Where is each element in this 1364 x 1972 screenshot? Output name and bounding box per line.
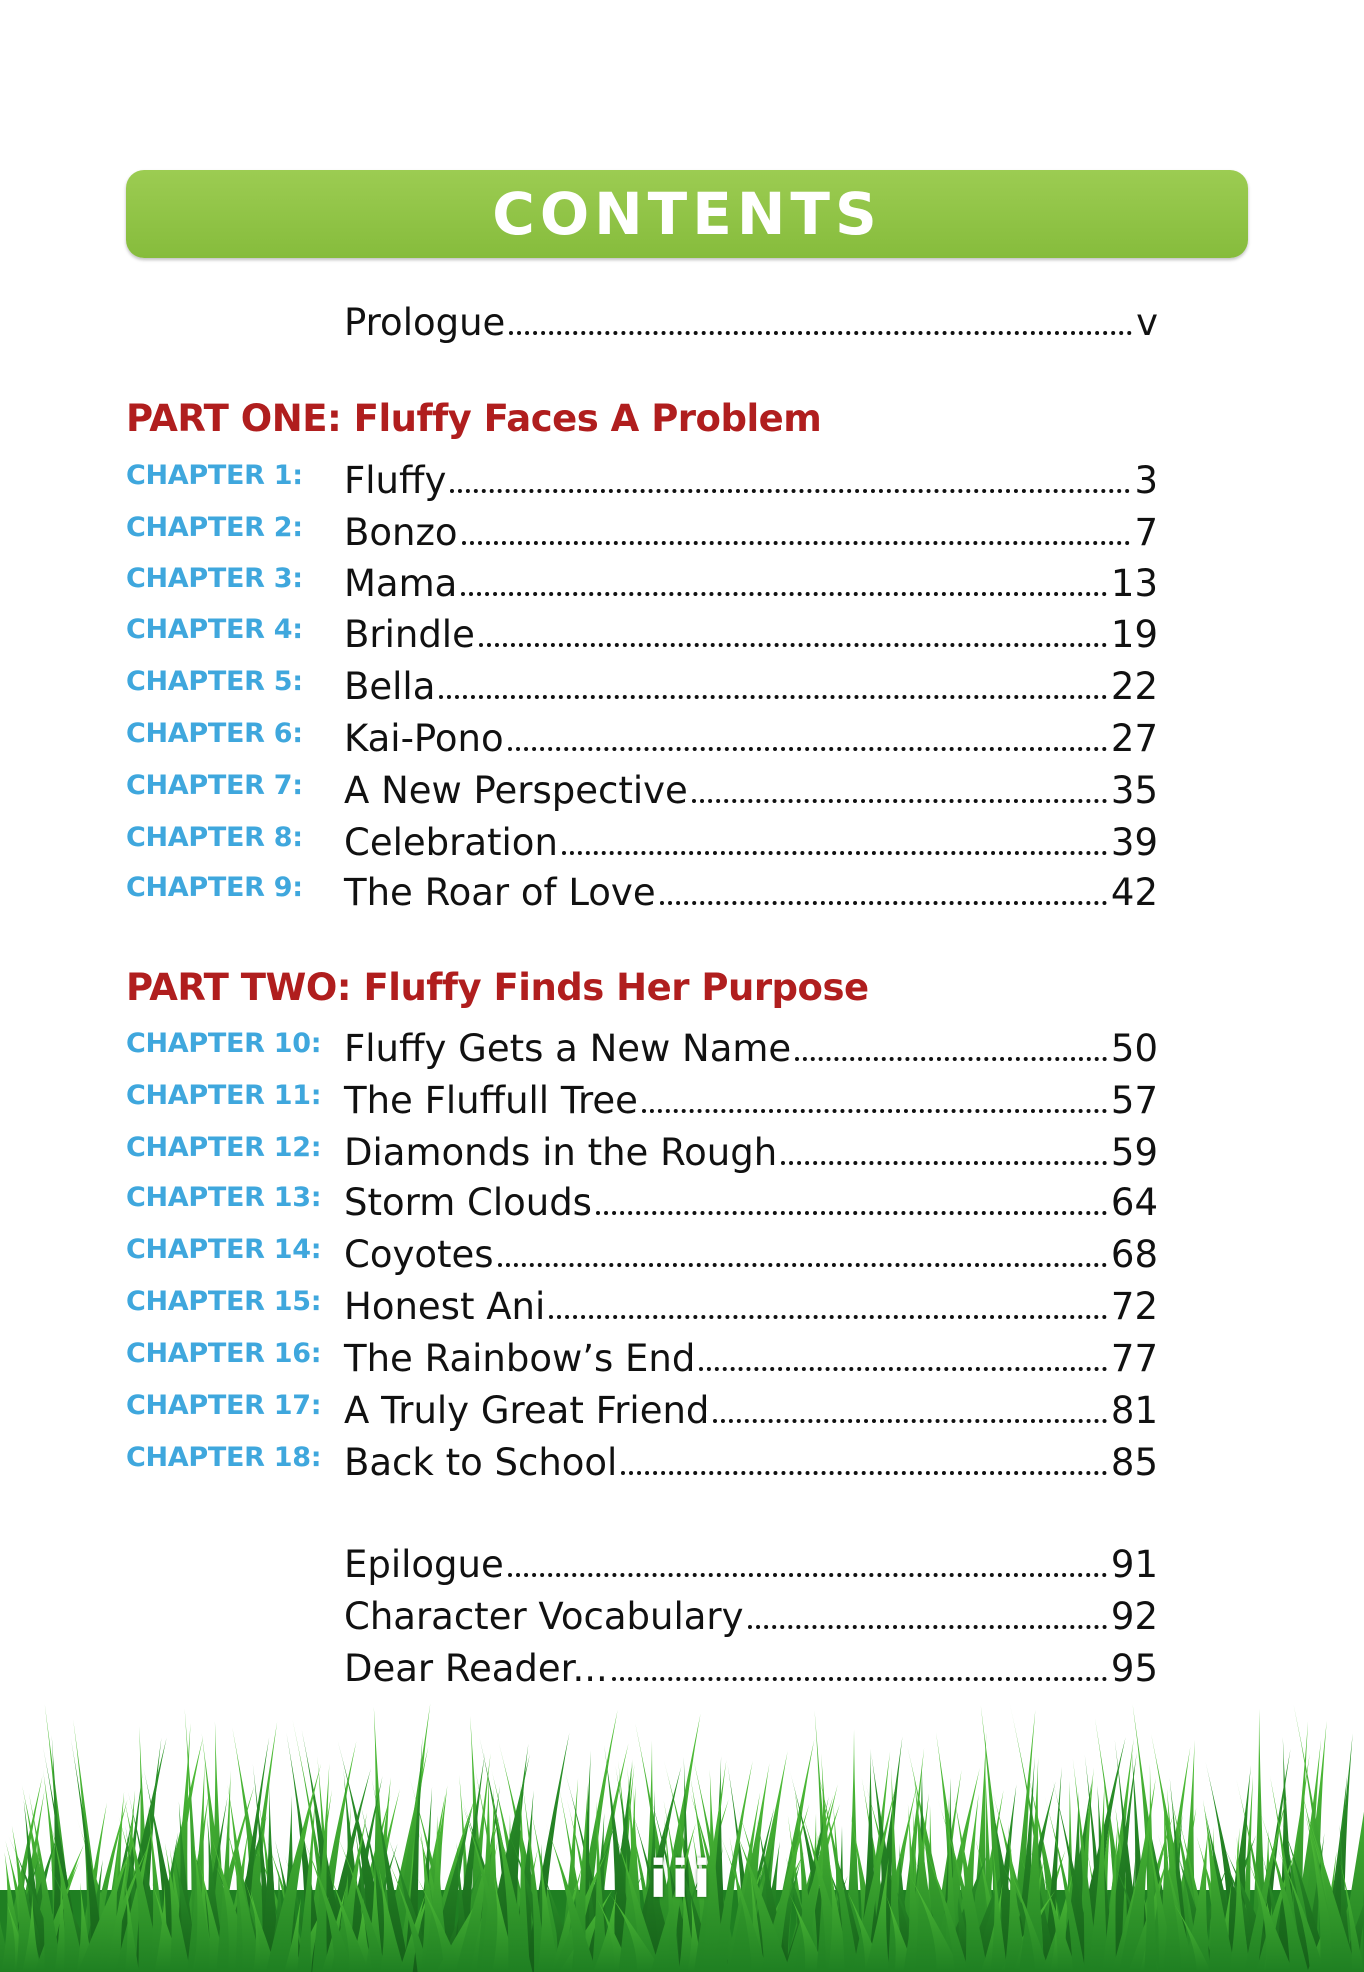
entry-page: 50: [1110, 1027, 1158, 1070]
toc-entry[interactable]: [344, 862, 1158, 914]
toc-entry[interactable]: [344, 1328, 1158, 1380]
entry-title: Honest Ani: [344, 1285, 546, 1328]
chapter-row: [0, 1380, 1364, 1432]
chapter-label: CHAPTER 14:: [126, 1234, 322, 1265]
chapter-label: CHAPTER 11:: [126, 1080, 322, 1111]
toc-entry[interactable]: [344, 1380, 1158, 1432]
chapter-label: CHAPTER 1:: [126, 460, 303, 491]
entry-title: The Rainbow’s End: [344, 1337, 696, 1380]
dot-leader: [692, 799, 1107, 803]
chapter-row: [0, 862, 1364, 914]
toc-entry[interactable]: [344, 1586, 1158, 1638]
toc-entry[interactable]: [344, 1638, 1158, 1690]
dot-leader: [562, 851, 1107, 855]
chapter-label: CHAPTER 16:: [126, 1338, 322, 1369]
part-two-heading: PART TWO: Fluffy Finds Her Purpose: [126, 966, 869, 1009]
entry-title: Bonzo: [344, 511, 458, 554]
entry-page: 85: [1110, 1441, 1158, 1484]
toc-entry[interactable]: [344, 1276, 1158, 1328]
entry-page: 68: [1110, 1233, 1158, 1276]
chapter-row: [0, 708, 1364, 760]
entry-title: Storm Clouds: [344, 1181, 592, 1224]
toc-entry[interactable]: [344, 292, 1158, 344]
dot-leader: [660, 901, 1107, 905]
dot-leader: [713, 1419, 1107, 1423]
toc-entry[interactable]: [344, 450, 1158, 502]
toc-entry[interactable]: [344, 604, 1158, 656]
chapter-label: CHAPTER 6:: [126, 718, 303, 749]
dot-leader: [621, 1471, 1107, 1475]
chapter-label: CHAPTER 18:: [126, 1442, 322, 1473]
entry-page: 27: [1110, 717, 1158, 760]
chapter-row: [0, 760, 1364, 812]
chapter-row: [0, 450, 1364, 502]
dot-leader: [508, 747, 1107, 751]
entry-title: Epilogue: [344, 1543, 504, 1586]
entry-page: 7: [1134, 511, 1158, 554]
entry-page: 81: [1110, 1389, 1158, 1432]
dot-leader: [508, 1573, 1107, 1577]
dot-leader: [509, 331, 1132, 335]
chapter-label: CHAPTER 9:: [126, 872, 303, 903]
entry-title: Kai-Pono: [344, 717, 504, 760]
chapter-row: [0, 1018, 1364, 1070]
entry-page: 77: [1110, 1337, 1158, 1380]
entry-title: Mama: [344, 562, 458, 605]
entry-title: Dear Reader...: [344, 1647, 608, 1690]
entry-page: 91: [1110, 1543, 1158, 1586]
toc-entry[interactable]: [344, 656, 1158, 708]
toc-entry[interactable]: [344, 1070, 1158, 1122]
entry-page: 72: [1110, 1285, 1158, 1328]
chapter-label: CHAPTER 13:: [126, 1182, 322, 1213]
chapter-label: CHAPTER 2:: [126, 512, 303, 543]
dot-leader: [596, 1211, 1107, 1215]
entry-title: A New Perspective: [344, 769, 688, 812]
entry-title: The Roar of Love: [344, 871, 656, 914]
dot-leader: [450, 489, 1130, 493]
entry-title: Celebration: [344, 821, 558, 864]
entry-page: 64: [1110, 1181, 1158, 1224]
toc-entry[interactable]: [344, 502, 1158, 554]
chapter-label: CHAPTER 17:: [126, 1390, 322, 1421]
toc-entry[interactable]: [344, 1172, 1158, 1224]
chapter-label: CHAPTER 12:: [126, 1132, 322, 1163]
toc-entry[interactable]: [344, 1534, 1158, 1586]
entry-page: 19: [1110, 613, 1158, 656]
entry-page: 92: [1110, 1595, 1158, 1638]
chapter-label: CHAPTER 5:: [126, 666, 303, 697]
entry-page: 42: [1110, 871, 1158, 914]
toc-row-prologue: [0, 292, 1364, 344]
dot-leader: [549, 1315, 1107, 1319]
entry-page: 3: [1134, 459, 1158, 502]
entry-title: The Fluffull Tree: [344, 1079, 638, 1122]
toc-entry[interactable]: [344, 1224, 1158, 1276]
entry-page: 35: [1110, 769, 1158, 812]
toc-row-dear-reader: [0, 1638, 1364, 1690]
dot-leader: [498, 1263, 1107, 1267]
chapter-label: CHAPTER 10:: [126, 1028, 322, 1059]
entry-title: Coyotes: [344, 1233, 494, 1276]
chapter-row: [0, 1432, 1364, 1484]
dot-leader: [795, 1057, 1107, 1061]
toc-entry[interactable]: [344, 708, 1158, 760]
dot-leader: [462, 541, 1131, 545]
chapter-row: [0, 812, 1364, 864]
dot-leader: [699, 1367, 1107, 1371]
toc-entry[interactable]: [344, 1018, 1158, 1070]
entry-page: 39: [1110, 821, 1158, 864]
entry-title: Prologue: [344, 301, 506, 344]
chapter-label: CHAPTER 7:: [126, 770, 303, 801]
dot-leader: [461, 592, 1107, 596]
chapter-label: CHAPTER 3:: [126, 563, 303, 594]
chapter-label: CHAPTER 4:: [126, 614, 303, 645]
chapter-row: [0, 1276, 1364, 1328]
entry-page: 22: [1110, 665, 1158, 708]
grass-decoration: [0, 1690, 1364, 1972]
entry-page: 57: [1110, 1079, 1158, 1122]
chapter-row: [0, 1122, 1364, 1174]
chapter-row: [0, 604, 1364, 656]
part-one-heading: PART ONE: Fluffy Faces A Problem: [126, 397, 822, 440]
chapter-label: CHAPTER 8:: [126, 822, 303, 853]
entry-title: A Truly Great Friend: [344, 1389, 710, 1432]
page-number: iii: [649, 1850, 715, 1910]
entry-title: Diamonds in the Rough: [344, 1131, 778, 1174]
page-title: CONTENTS: [492, 180, 882, 248]
toc-entry[interactable]: [344, 1432, 1158, 1484]
chapter-row: [0, 1328, 1364, 1380]
chapter-row: [0, 1224, 1364, 1276]
toc-entry[interactable]: [344, 553, 1158, 605]
entry-page: v: [1136, 301, 1158, 344]
dot-leader: [439, 695, 1107, 699]
entry-title: Fluffy Gets a New Name: [344, 1027, 792, 1070]
dot-leader: [781, 1161, 1107, 1165]
dot-leader: [612, 1677, 1107, 1681]
entry-title: Character Vocabulary: [344, 1595, 744, 1638]
dot-leader: [748, 1625, 1107, 1629]
chapter-row: [0, 1070, 1364, 1122]
dot-leader: [479, 643, 1107, 647]
entry-page: 59: [1110, 1131, 1158, 1174]
entry-title: Bella: [344, 665, 436, 708]
toc-entry[interactable]: [344, 1122, 1158, 1174]
toc-entry[interactable]: [344, 760, 1158, 812]
entry-page: 13: [1110, 562, 1158, 605]
toc-row-character-vocabulary: [0, 1586, 1364, 1638]
toc-row-epilogue: [0, 1534, 1364, 1586]
contents-banner: [126, 170, 1248, 258]
entry-title: Back to School: [344, 1441, 618, 1484]
chapter-row: [0, 502, 1364, 554]
chapter-row: [0, 553, 1364, 605]
chapter-label: CHAPTER 15:: [126, 1286, 322, 1317]
entry-title: Brindle: [344, 613, 475, 656]
chapter-row: [0, 656, 1364, 708]
toc-entry[interactable]: [344, 812, 1158, 864]
chapter-row: [0, 1172, 1364, 1224]
dot-leader: [642, 1109, 1107, 1113]
entry-page: 95: [1110, 1647, 1158, 1690]
entry-title: Fluffy: [344, 459, 447, 502]
